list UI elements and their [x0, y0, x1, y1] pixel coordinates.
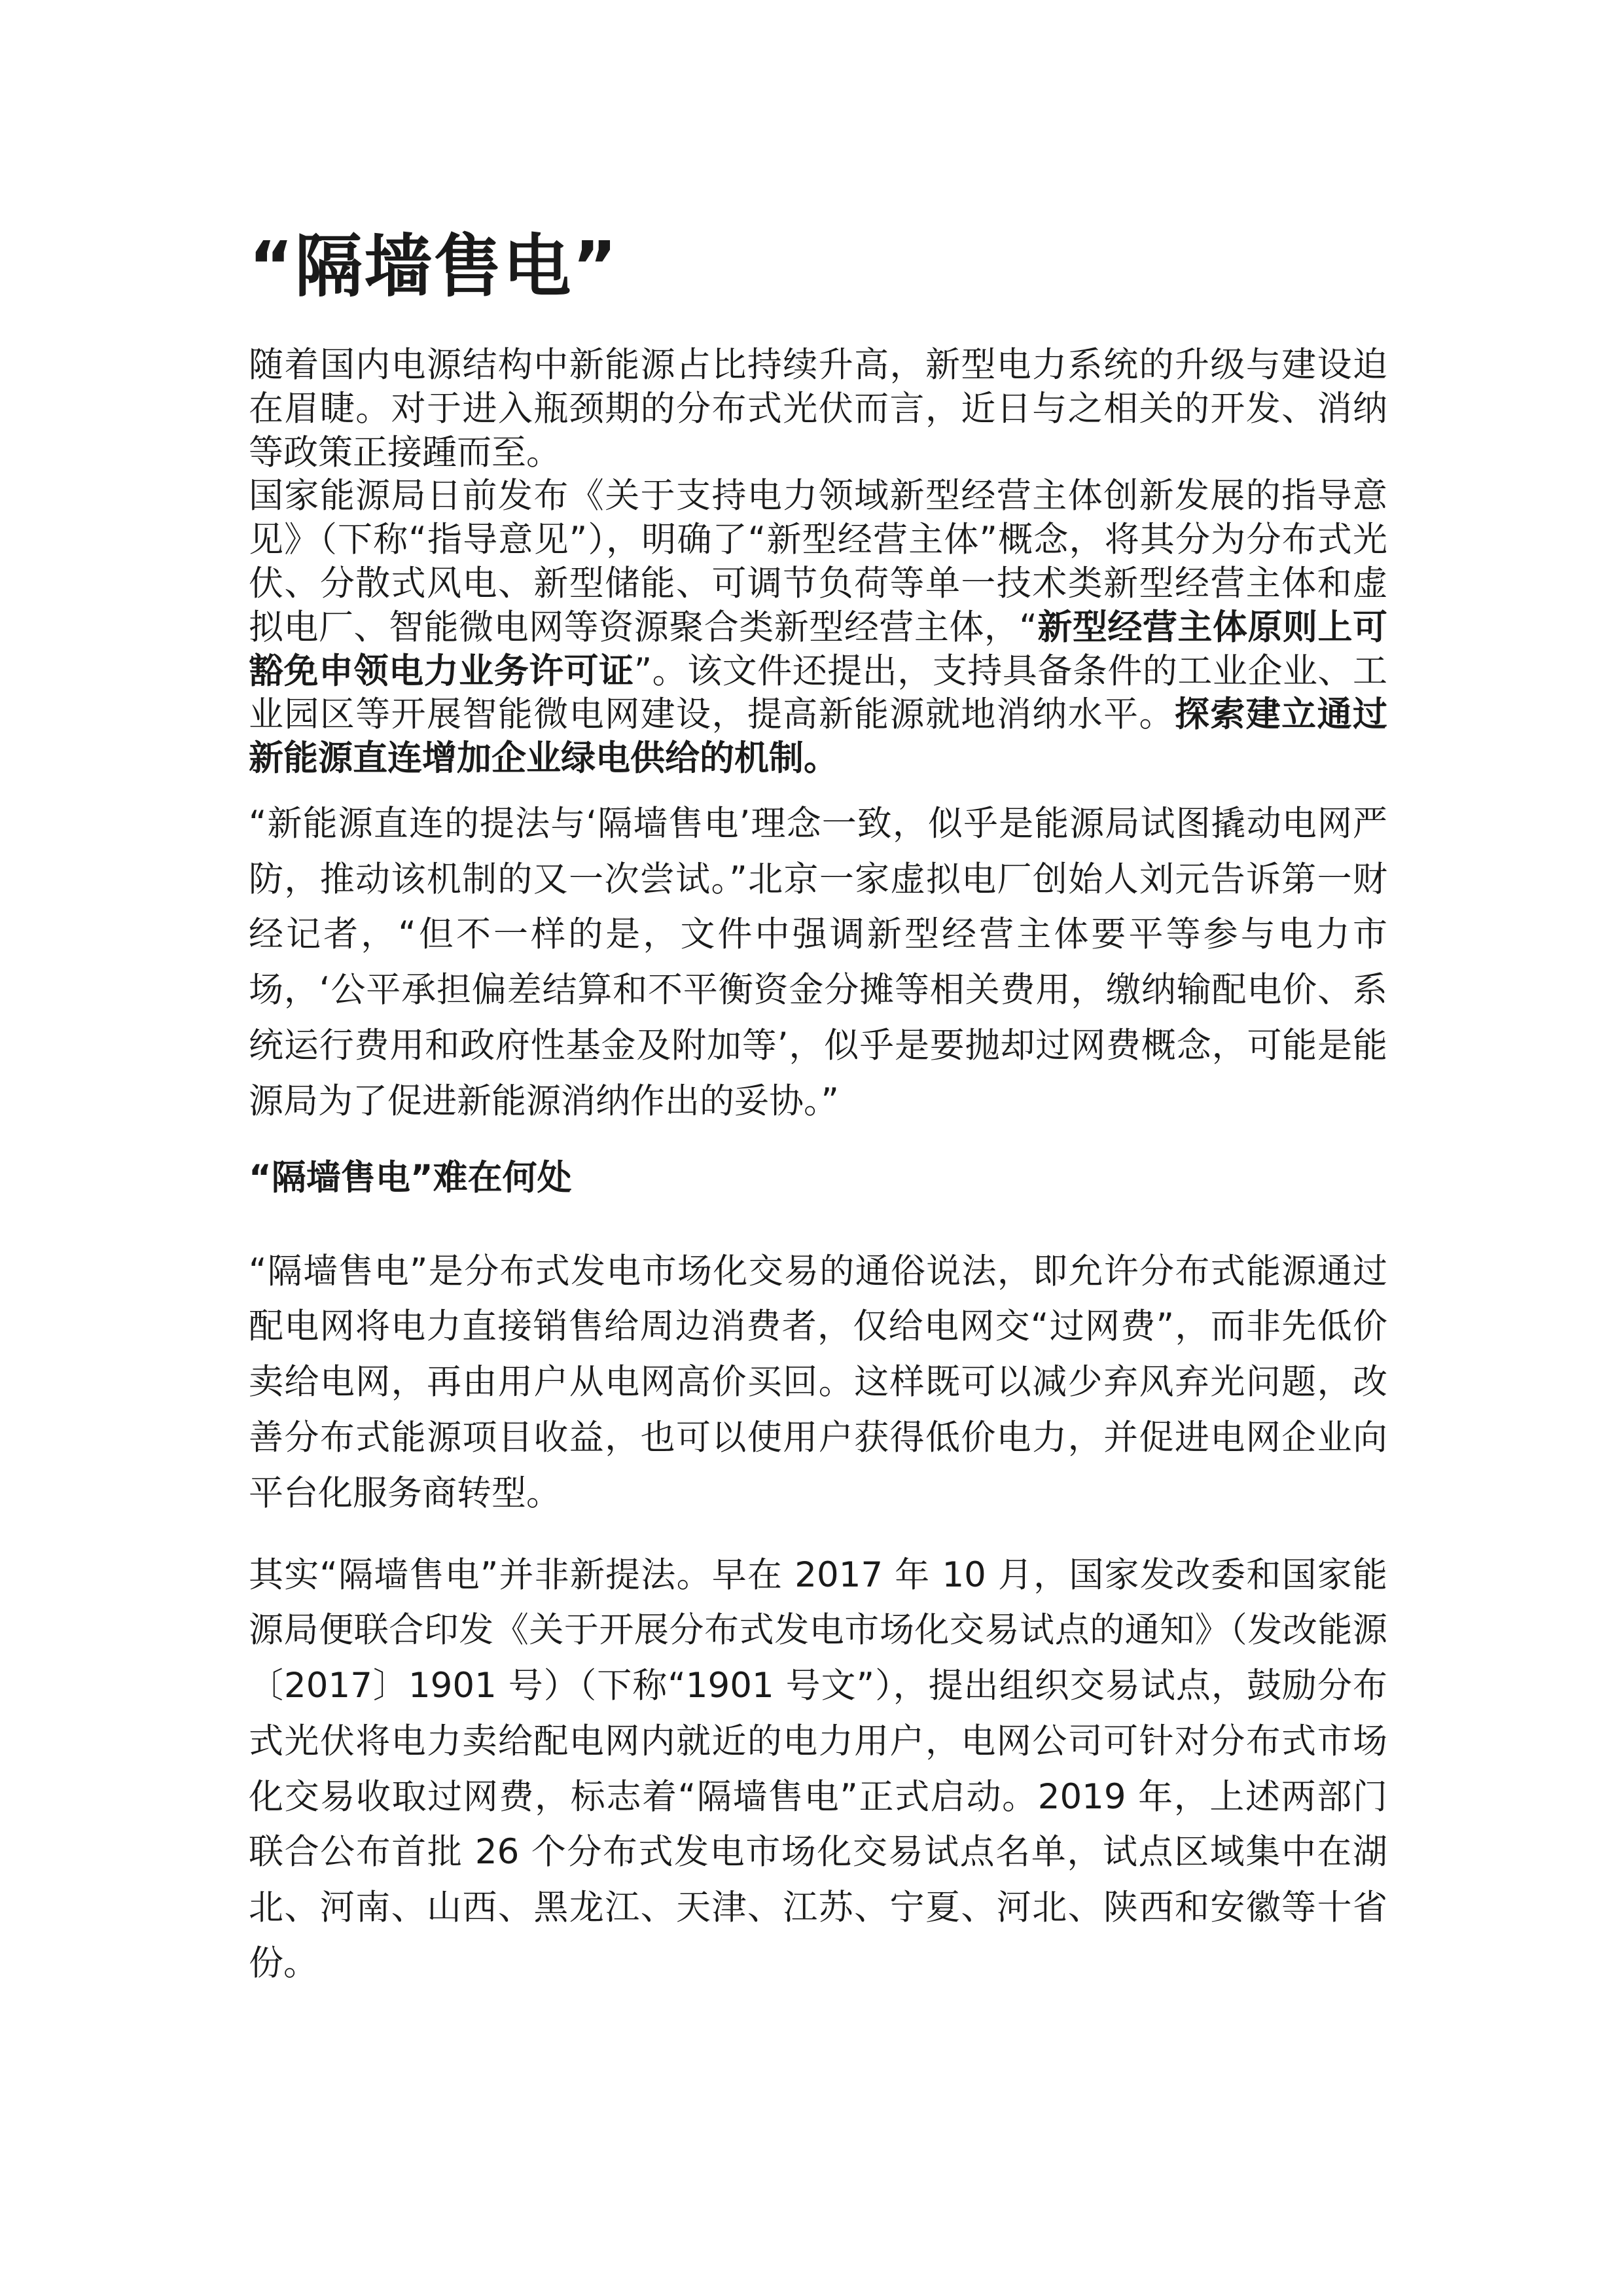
paragraph-guidance-bold-mechanism: 探索建立通过新能源直连增加企业绿电供给的机制。 [249, 694, 1388, 779]
document-title: “隔墙售电” [249, 226, 618, 306]
paragraph-history: 其实“隔墙售电”并非新提法。早在 2017 年 10 月，国家发改委和国家能源局便联合印发《关于开展分布式发电市场化交易试点的通知》（发改能源〔2017〕1901 号）（下称“1901 号文”），提出组织交易试点，鼓励分布式光伏将电力卖给配电网内就近的电力用户，电网公司可针对分布式市场化交易收取过网费，标志着“隔墙售电”正式启动。2019 年，上述两部门联合公布首批 26 个分布式发电市场化交易试点名单，试点区域集中在湖北、河南、山西、黑龙江、天津、江苏、宁夏、河北、陕西和安徽等十省份。 [249, 1554, 1387, 1984]
paragraph-guidance [249, 475, 1387, 780]
section-subtitle: “隔墙售电”难在何处 [249, 1157, 572, 1198]
paragraph-guidance-text-c: ”。该文件还提出，支持具备条件的工业企业、工业园区等开展智能微电网建设，提高新能源就地消纳水平。 [249, 651, 1387, 735]
paragraph-guidance-text-a: 国家能源局日前发布《关于支持电力领域新型经营主体创新发展的指导意见》（下称“指导意见”），明确了“新型经营主体”概念，将其分为分布式光伏、分散式风电、新型储能、可调节负荷等单一技术类新型经营主体和虚拟电厂、智能微电网等资源聚合类新型经营主体，“ [249, 476, 1387, 647]
paragraph-quote: “新能源直连的提法与‘隔墙售电’理念一致，似乎是能源局试图撬动电网严防，推动该机制的又一次尝试。”北京一家虚拟电厂创始人刘元告诉第一财经记者，“但不一样的是，文件中强调新型经营主体要平等参与电力市场，‘公平承担偏差结算和不平衡资金分摊等相关费用，缴纳输配电价、系统运行费用和政府性基金及附加等’，似乎是要抛却过网费概念，可能是能源局为了促进新能源消纳作出的妥协。” [249, 803, 1387, 1121]
paragraph-intro: 随着国内电源结构中新能源占比持续升高，新型电力系统的升级与建设迫在眉睫。对于进入瓶颈期的分布式光伏而言，近日与之相关的开发、消纳等政策正接踵而至。 [249, 345, 1387, 473]
paragraph-guidance-bold-license: 新型经营主体原则上可豁免申领电力业务许可证 [249, 607, 1387, 691]
document-page [249, 223, 1387, 1992]
paragraph-definition: “隔墙售电”是分布式发电市场化交易的通俗说法，即允许分布式能源通过配电网将电力直接销售给周边消费者，仅给电网交“过网费”，而非先低价卖给电网，再由用户从电网高价买回。这样既可以减少弃风弃光问题，改善分布式能源项目收益，也可以使用户获得低价电力，并促进电网企业向平台化服务商转型。 [249, 1251, 1387, 1513]
